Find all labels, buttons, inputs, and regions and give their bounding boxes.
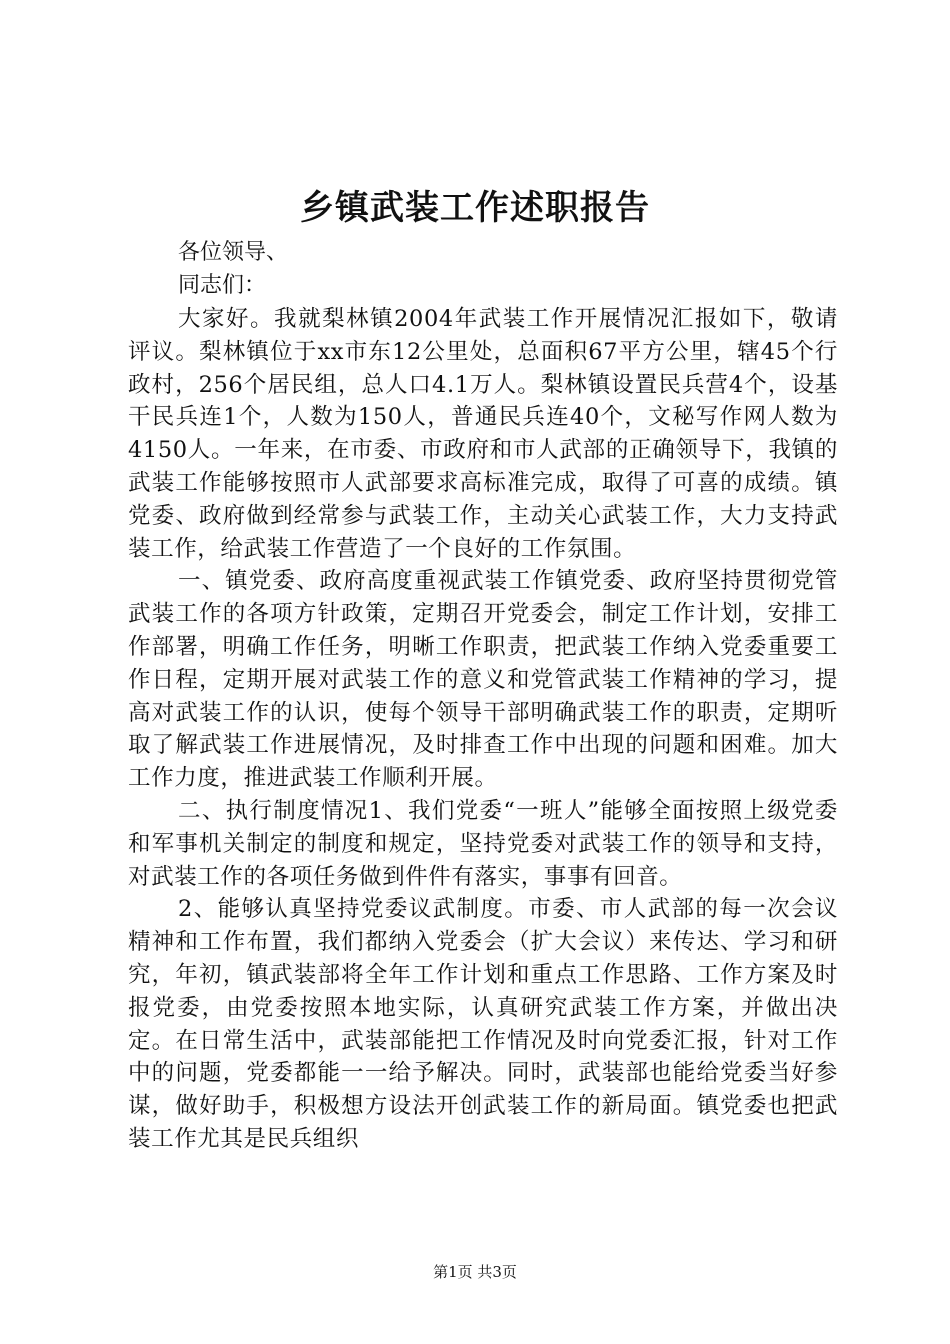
- paragraph-intro: 大家好。我就梨林镇2004年武装工作开展情况汇报如下，敬请评议。梨林镇位于xx市东12公里处，总面积67平方公里，辖45个行政村，256个居民组，总人口4.1万人。梨林镇设置民兵营4个，设基干民兵连1个，人数为150人，普通民兵连40个，文秘写作网人数为4150人。一年来，在市委、市政府和市人武部的正确领导下，我镇的武装工作能够按照市人武部要求高标准完成，取得了可喜的成绩。镇党委、政府做到经常参与武装工作，主动关心武装工作，大力支持武装工作，给武装工作营造了一个良好的工作氛围。: [128, 306, 838, 562]
- document-title: 乡镇武装工作述职报告: [300, 188, 650, 228]
- paragraph-section-1: 一、镇党委、政府高度重视武装工作镇党委、政府坚持贯彻党管武装工作的各项方针政策，定期召开党委会，制定工作计划，安排工作部署，明确工作任务，明晰工作职责，把武装工作纳入党委重要工作日程，定期开展对武装工作的意义和党管武装工作精神的学习，提高对武装工作的认识，使每个领导干部明确武装工作的职责，定期听取了解武装工作进展情况，及时排查工作中出现的问题和困难。加大工作力度，推进武装工作顺利开展。: [128, 568, 838, 792]
- page-number-footer: 第1页 共3页: [433, 1263, 517, 1281]
- salutation-leaders: 各位领导、: [178, 240, 289, 265]
- paragraph-section-2: 二、执行制度情况1、我们党委“一班人”能够全面按照上级党委和军事机关制定的制度和规定，坚持党委对武装工作的领导和支持，对武装工作的各项任务做到件件有落实，事事有回音。: [128, 797, 838, 890]
- salutation-comrades: 同志们：: [178, 273, 267, 298]
- document-body: [128, 303, 838, 1156]
- paragraph-section-2-item-2: 2、能够认真坚持党委议武制度。市委、市人武部的每一次会议精神和工作布置，我们都纳入党委会（扩大会议）来传达、学习和研究，年初，镇武装部将全年工作计划和重点工作思路、工作方案及时报党委，由党委按照本地实际，认真研究武装工作方案，并做出决定。在日常生活中，武装部能把工作情况及时向党委汇报，针对工作中的问题，党委都能一一给予解决。同时，武装部也能给党委当好参谋，做好助手，积极想方设法开创武装工作的新局面。镇党委也把武装工作尤其是民兵组织: [128, 896, 838, 1152]
